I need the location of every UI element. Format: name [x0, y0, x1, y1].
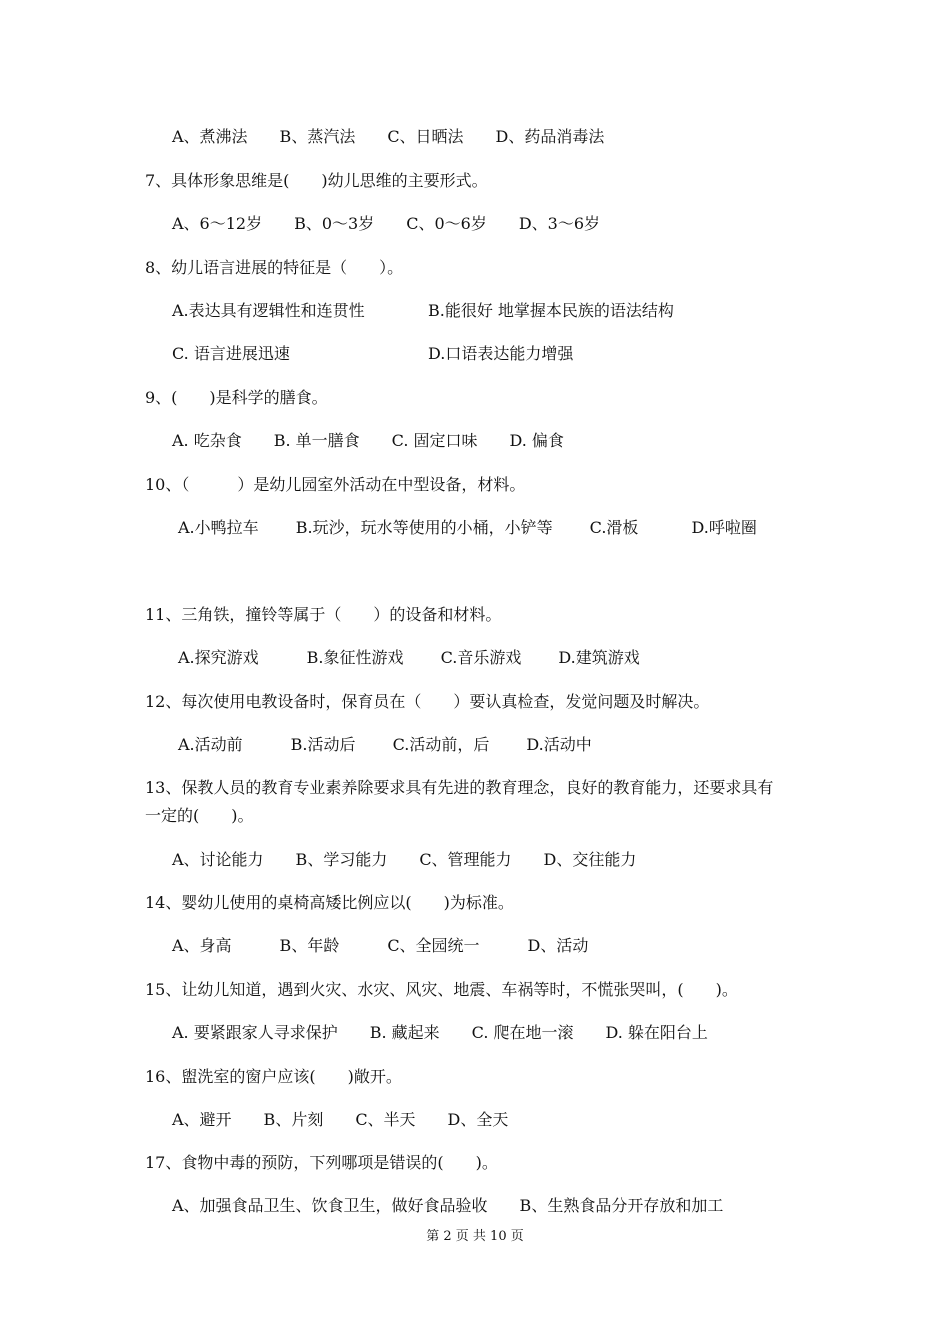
q17-options: A、加强食品卫生、饮食卫生，做好食品验收 B、生熟食品分开存放和加工	[172, 1196, 724, 1215]
q15-options: A. 要紧跟家人寻求保护 B. 藏起来 C. 爬在地一滚 D. 躲在阳台上	[172, 1023, 708, 1042]
q10-options: A.小鸭拉车 B.玩沙，玩水等使用的小桶，小铲等 C.滑板 D.呼啦圈	[178, 518, 757, 537]
q14-options: A、身高 B、年龄 C、全园统一 D、活动	[172, 936, 589, 955]
q8-option-a: A.表达具有逻辑性和连贯性	[172, 301, 365, 320]
q9-stem: 9、( )是科学的膳食。	[145, 388, 328, 407]
q10-stem: 10、（ ）是幼儿园室外活动在中型设备，材料。	[145, 475, 526, 494]
q12-options: A.活动前 B.活动后 C.活动前，后 D.活动中	[178, 735, 592, 754]
q15-stem: 15、让幼儿知道，遇到火灾、水灾、风灾、地震、车祸等时，不慌张哭叫，( )。	[145, 980, 738, 999]
q11-stem: 11、三角铁，撞铃等属于（ ）的设备和材料。	[145, 605, 502, 624]
q17-stem: 17、食物中毒的预防，下列哪项是错误的( )。	[145, 1153, 498, 1172]
q16-options: A、避开 B、片刻 C、半天 D、全天	[172, 1110, 509, 1129]
q6-options: A、煮沸法 B、蒸汽法 C、日晒法 D、药品消毒法	[172, 127, 605, 146]
q13-options: A、讨论能力 B、学习能力 C、管理能力 D、交往能力	[172, 850, 637, 869]
q7-options: A、6～12岁 B、0～3岁 C、0～6岁 D、3～6岁	[172, 214, 601, 233]
q16-stem: 16、盥洗室的窗户应该( )敞开。	[145, 1067, 402, 1086]
q13-stem-line1: 13、保教人员的教育专业素养除要求具有先进的教育理念，良好的教育能力，还要求具有	[145, 778, 774, 797]
q13-stem-line2: 一定的( )。	[145, 806, 254, 825]
page-footer: 第 2 页 共 10 页	[426, 1229, 524, 1244]
q14-stem: 14、婴幼儿使用的桌椅高矮比例应以( )为标准。	[145, 893, 514, 912]
q8-stem: 8、幼儿语言进展的特征是（ ）。	[145, 258, 404, 277]
q8-option-d: D.口语表达能力增强	[428, 344, 574, 363]
q11-options: A.探究游戏 B.象征性游戏 C.音乐游戏 D.建筑游戏	[178, 648, 640, 667]
q12-stem: 12、每次使用电教设备时，保育员在（ ）要认真检查，发觉问题及时解决。	[145, 692, 710, 711]
q7-stem: 7、具体形象思维是( )幼儿思维的主要形式。	[145, 171, 488, 190]
q9-options: A. 吃杂食 B. 单一膳食 C. 固定口味 D. 偏食	[172, 431, 564, 450]
q8-option-c: C. 语言进展迅速	[172, 344, 290, 363]
q8-option-b: B.能很好 地掌握本民族的语法结构	[428, 301, 674, 320]
